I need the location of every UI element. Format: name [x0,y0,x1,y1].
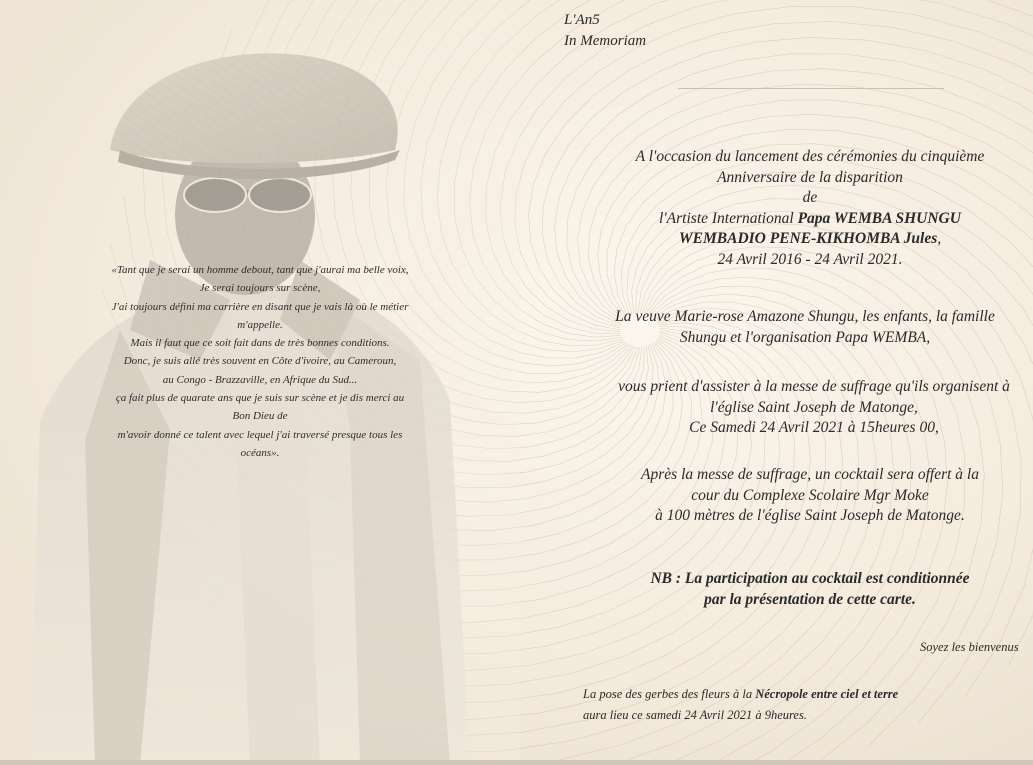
cocktail-line: à 100 mètres de l'église Saint Joseph de Matonge. [655,507,965,524]
footer-prefix: La pose des gerbes des fleurs à la [583,687,756,701]
header-anniversary: L'An5 [564,12,600,28]
announcement-line: Anniversaire de la disparition [717,168,903,186]
quote-line: J'ai toujours défini ma carrière en disant que je vais là où le métier [111,300,409,313]
invitation-line: l'église Saint Joseph de Matonge, [710,398,918,416]
quote-block [30,261,490,462]
footer-line: aura lieu ce samedi 24 Avril 2021 à 9heures. [583,708,807,722]
bottom-edge [0,760,1033,765]
announcement-line: A l'occasion du lancement des cérémonies du cinquième [635,148,985,165]
announcement-artist-line [560,209,1033,230]
footer-block [583,684,898,726]
artist-prefix: l'Artiste International [659,209,798,227]
nb-notice [560,569,1033,610]
cocktail-line: Après la messe de suffrage, un cocktail sera offert à la [641,466,979,483]
nb-line: par la présentation de cette carte. [704,590,916,608]
cocktail-line: cour du Complexe Scolaire Mgr Moke [691,486,929,504]
footer-line [583,684,898,705]
welcome-text: Soyez les bienvenus [920,640,1019,654]
footer-venue: Nécropole entre ciel et terre [755,687,899,701]
quote-line: Mais il faut que ce soit fait dans de très bonnes conditions. [130,337,390,350]
quote-line: océans». [240,446,280,459]
widow-line: Shungu et l'organisation Papa WEMBA, [679,328,931,346]
announcement-line: de [802,189,818,206]
quote-line: Donc, je suis allé très souvent en Côte d'ivoire, au Cameroun, [123,355,397,368]
divider [678,88,944,89]
quote-line: au Congo - Brazzaville, en Afrique du Sud... [162,373,358,386]
quote-line: Je serai toujours sur scène, [199,282,321,295]
announcement-dates: 24 Avril 2016 - 24 Avril 2021. [717,250,903,268]
announcement-block [560,147,1033,270]
artist-name-part2: WEMBADIO PENE-KIKHOMBA Jules [678,230,938,247]
invitation-block [558,377,1033,439]
quote-line: «Tant que je serai un homme debout, tant que j'aurai ma belle voix, [111,264,409,276]
artist-name-part1: Papa WEMBA SHUNGU [797,209,961,227]
quote-line: m'avoir donné ce talent avec lequel j'ai traversé presque tous les [117,428,403,441]
cocktail-block [560,465,1033,527]
invitation-line: Ce Samedi 24 Avril 2021 à 15heures 00, [689,419,939,436]
header [564,10,646,52]
nb-line: NB : La participation au cocktail est conditionnée [650,570,970,587]
quote-line: m'appelle. [237,318,283,331]
announcement-artist-line2 [560,229,1033,250]
widow-block [545,307,1033,348]
invitation-line: vous prient d'assister à la messe de suffrage qu'ils organisent à [618,378,1010,395]
quote-line: ça fait plus de quarate ans que je suis sur scène et je dis merci au [115,392,405,405]
artist-suffix: , [937,230,942,247]
quote-line: Bon Dieu de [232,410,288,423]
widow-line: La veuve Marie-rose Amazone Shungu, les enfants, la famille [615,308,995,325]
header-in-memoriam: In Memoriam [564,33,647,49]
